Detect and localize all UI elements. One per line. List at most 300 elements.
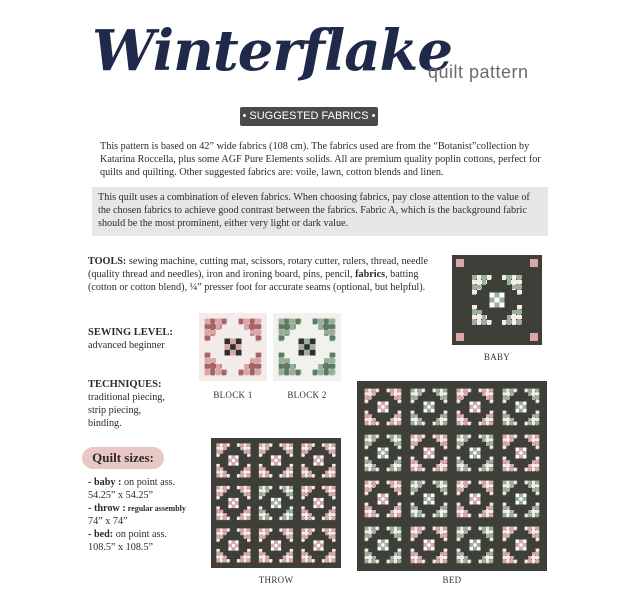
center-square: [381, 455, 385, 459]
snowflake-arm: [390, 510, 393, 517]
snowflake-arm: [507, 315, 511, 325]
snowflake-arm: [479, 435, 482, 439]
snowflake-arm: [332, 506, 335, 509]
snowflake-arm: [532, 460, 539, 463]
snowflake-arm: [365, 488, 372, 491]
snowflake-arm: [525, 389, 528, 393]
snowflake-arm: [332, 496, 335, 499]
center-square: [427, 543, 431, 547]
center-square: [495, 298, 500, 303]
center-square: [431, 540, 435, 544]
center-square: [424, 501, 428, 505]
snowflake-arm: [247, 539, 250, 542]
snowflake-arm: [418, 418, 421, 425]
snowflake-arm: [503, 488, 510, 491]
snowflake-arm: [422, 435, 425, 439]
section-badge: • SUGGESTED FABRICS •: [240, 107, 378, 126]
technique-item: binding.: [88, 418, 122, 429]
snowflake-arm: [436, 389, 439, 396]
snowflake-arm: [322, 486, 325, 489]
snowflake-arm: [418, 556, 421, 563]
snowflake-arm: [216, 364, 221, 375]
center-square: [477, 451, 481, 455]
snowflake-arm: [394, 460, 401, 463]
snowflake-arm: [503, 538, 507, 541]
center-square: [519, 448, 523, 452]
tools-text-1: sewing machine, cutting mat, scissors, rotary cutter, rulers, thread, needle (quality thread and needles), iron and ironing board, pins, pencil,: [88, 256, 429, 280]
snowflake-arm: [376, 527, 379, 531]
snowflake-arm: [457, 552, 464, 555]
snowflake-arm: [468, 527, 471, 531]
snowflake-arm: [440, 506, 447, 509]
center-square: [278, 501, 281, 504]
snowflake-arm: [390, 435, 393, 442]
snowflake-arm: [536, 492, 540, 495]
snowflake-arm: [510, 556, 513, 563]
snowflake-arm: [472, 290, 477, 294]
snowflake-arm: [482, 556, 485, 563]
snowflake-arm: [324, 358, 335, 363]
snowflake-arm: [514, 514, 517, 518]
center-square: [313, 459, 316, 462]
snowflake-arm: [286, 493, 293, 496]
snowflake-arm: [486, 552, 493, 555]
center-square: [381, 543, 385, 547]
snowflake-arm: [227, 474, 230, 477]
snowflake-arm: [472, 310, 482, 314]
center-square: [271, 462, 274, 465]
snowflake-arm: [205, 353, 211, 358]
snowflake-arm: [411, 488, 418, 491]
snowflake-arm: [290, 549, 293, 552]
center-square: [378, 547, 382, 551]
center-square: [523, 547, 527, 551]
snowflake-arm: [329, 510, 336, 513]
snowflake-arm: [308, 528, 311, 535]
snowflake-arm: [482, 464, 485, 471]
snowflake-arm: [482, 389, 485, 396]
center-square: [519, 547, 523, 551]
snowflake-arm: [365, 549, 369, 552]
snowflake-arm: [301, 493, 308, 496]
snowflake-arm: [205, 330, 216, 335]
snowflake-arm: [464, 418, 467, 425]
center-square: [500, 293, 505, 298]
snowflake-arm: [422, 527, 425, 531]
snowflake-arm: [528, 435, 531, 442]
snowflake-arm: [468, 389, 471, 393]
snowflake-arm: [472, 305, 477, 309]
snowflake-arm: [503, 503, 507, 506]
sewing-level-label: SEWING LEVEL:: [88, 327, 173, 338]
snowflake-arm: [332, 454, 335, 457]
center-square: [230, 344, 236, 350]
snowflake-arm: [398, 446, 402, 449]
snowflake-arm: [418, 435, 421, 442]
center-square: [424, 494, 428, 498]
snowflake-arm: [365, 442, 372, 445]
center-square: [427, 448, 431, 452]
center-square: [278, 455, 281, 458]
snowflake-arm: [244, 467, 251, 470]
snowflake-arm: [479, 468, 482, 472]
snowflake-arm: [227, 517, 230, 520]
snowflake-arm: [510, 527, 513, 534]
snowflake-arm: [528, 481, 531, 488]
center-square: [317, 455, 320, 458]
center-square: [236, 350, 242, 356]
snowflake-arm: [436, 464, 439, 471]
snowflake-arm: [422, 468, 425, 472]
snowflake-arm: [536, 538, 540, 541]
center-square: [516, 494, 520, 498]
snowflake-arm: [486, 488, 493, 491]
snowflake-arm: [411, 503, 415, 506]
snowflake-arm: [222, 370, 227, 376]
center-square: [378, 405, 382, 409]
center-square: [378, 494, 382, 498]
snowflake-arm: [244, 552, 251, 555]
snowflake-arm: [482, 275, 486, 285]
bed-quilt-image: [357, 381, 547, 571]
center-square: [313, 544, 316, 547]
center-square: [235, 547, 238, 550]
center-square: [516, 455, 520, 459]
snowflake-arm: [528, 389, 531, 396]
snowflake-arm: [290, 496, 293, 499]
snowflake-arm: [387, 560, 390, 564]
size-baby: - baby : on point ass.: [88, 477, 176, 488]
baby-quilt-image: [452, 255, 542, 345]
size-bed: - bed: on point ass.: [88, 529, 167, 540]
center-square: [470, 543, 474, 547]
snowflake-arm: [398, 492, 402, 495]
center-square: [473, 540, 477, 544]
snowflake-arm: [223, 556, 226, 563]
center-square: [304, 339, 310, 345]
center-square: [313, 462, 316, 465]
snowflake-arm: [418, 464, 421, 471]
snowflake-arm: [290, 506, 293, 509]
snowflake-arm: [398, 549, 402, 552]
center-square: [228, 462, 231, 465]
center-square: [228, 498, 231, 501]
snowflake-arm: [247, 454, 250, 457]
snowflake-arm: [464, 510, 467, 517]
center-square: [427, 497, 431, 501]
snowflake-arm: [444, 549, 448, 552]
snowflake-arm: [394, 552, 401, 555]
center-square: [516, 497, 520, 501]
snowflake-arm: [411, 457, 415, 460]
center-square: [470, 501, 474, 505]
center-square: [385, 409, 389, 413]
center-square: [274, 455, 277, 458]
center-square: [313, 540, 316, 543]
center-square: [473, 405, 477, 409]
snowflake-arm: [536, 411, 540, 414]
snowflake-arm: [269, 528, 272, 531]
snowflake-arm: [301, 539, 304, 542]
snowflake-arm: [510, 510, 513, 517]
snowflake-arm: [332, 464, 335, 467]
center-square: [427, 455, 431, 459]
snowflake-arm: [436, 481, 439, 488]
snowflake-arm: [422, 481, 425, 485]
center-square: [378, 497, 382, 501]
center-square: [424, 547, 428, 551]
center-square: [378, 402, 382, 406]
snowflake-arm: [457, 411, 461, 414]
center-square: [271, 540, 274, 543]
snowflake-arm: [482, 510, 485, 517]
snowflake-arm: [312, 517, 315, 520]
center-square: [385, 402, 389, 406]
snowflake-arm: [325, 443, 328, 450]
snowflake-arm: [286, 510, 293, 513]
center-square: [523, 494, 527, 498]
snowflake-arm: [411, 446, 415, 449]
center-square: [516, 543, 520, 547]
snowflake-arm: [290, 364, 295, 375]
snowflake-arm: [482, 315, 486, 325]
snowflake-arm: [411, 538, 415, 541]
center-square: [299, 339, 305, 345]
center-square: [385, 497, 389, 501]
center-square: [381, 451, 385, 455]
snowflake-arm: [436, 527, 439, 534]
center-square: [470, 547, 474, 551]
center-square: [473, 501, 477, 505]
center-square: [313, 505, 316, 508]
center-square: [274, 462, 277, 465]
snowflake-arm: [365, 460, 372, 463]
snowflake-arm: [286, 535, 293, 538]
center-square: [477, 501, 481, 505]
center-square: [516, 409, 520, 413]
snowflake-arm: [468, 560, 471, 564]
snowflake-arm: [490, 538, 494, 541]
corner-accent: [530, 333, 538, 341]
snowflake-arm: [205, 336, 211, 341]
snowflake-arm: [390, 527, 393, 534]
snowflake-arm: [517, 290, 522, 294]
snowflake-arm: [283, 513, 286, 520]
center-square: [235, 459, 238, 462]
center-square: [320, 501, 323, 504]
snowflake-arm: [487, 320, 491, 325]
snowflake-arm: [479, 560, 482, 564]
center-square: [490, 298, 495, 303]
snowflake-arm: [411, 460, 418, 463]
snowflake-arm: [322, 474, 325, 477]
snowflake-arm: [418, 481, 421, 488]
center-square: [385, 451, 389, 455]
snowflake-arm: [457, 538, 461, 541]
snowflake-arm: [457, 460, 464, 463]
center-square: [278, 459, 281, 462]
snowflake-arm: [418, 527, 421, 534]
snowflake-arm: [536, 400, 540, 403]
snowflake-arm: [223, 513, 226, 520]
snowflake-arm: [259, 535, 266, 538]
snowflake-arm: [365, 503, 369, 506]
center-square: [378, 409, 382, 413]
center-square: [427, 501, 431, 505]
snowflake-arm: [312, 474, 315, 477]
snowflake-arm: [514, 560, 517, 564]
snowflake-arm: [490, 457, 494, 460]
snowflake-arm: [216, 552, 223, 555]
snowflake-arm: [479, 389, 482, 393]
center-square: [473, 494, 477, 498]
snowflake-arm: [418, 389, 421, 396]
center-square: [473, 543, 477, 547]
center-square: [274, 459, 277, 462]
snowflake-arm: [411, 400, 415, 403]
snowflake-arm: [468, 435, 471, 439]
center-square: [278, 540, 281, 543]
center-square: [523, 543, 527, 547]
technique-item: traditional piecing,: [88, 392, 165, 403]
snowflake-arm: [325, 486, 328, 493]
snowflake-arm: [436, 556, 439, 563]
snowflake-arm: [286, 450, 293, 453]
center-square: [385, 547, 389, 551]
snowflake-arm: [482, 418, 485, 425]
snowflake-arm: [247, 496, 250, 499]
snowflake-arm: [329, 467, 336, 470]
snowflake-arm: [301, 450, 308, 453]
center-square: [381, 540, 385, 544]
snowflake-arm: [216, 493, 223, 496]
center-square: [271, 455, 274, 458]
snowflake-arm: [536, 457, 540, 460]
center-square: [271, 505, 274, 508]
snowflake-arm: [239, 370, 244, 376]
center-square: [385, 405, 389, 409]
center-square: [424, 455, 428, 459]
snowflake-arm: [313, 370, 318, 376]
snowflake-arm: [514, 527, 517, 531]
snowflake-arm: [365, 552, 372, 555]
center-square: [228, 540, 231, 543]
center-square: [523, 402, 527, 406]
snowflake-arm: [372, 418, 375, 425]
center-square: [427, 451, 431, 455]
center-square: [313, 547, 316, 550]
snowflake-arm: [503, 411, 507, 414]
center-square: [235, 462, 238, 465]
snowflake-arm: [440, 552, 447, 555]
snowflake-arm: [510, 435, 513, 442]
snowflake-arm: [259, 539, 262, 542]
center-square: [225, 350, 231, 356]
snowflake-arm: [269, 517, 272, 520]
snowflake-arm: [468, 514, 471, 518]
center-square: [431, 402, 435, 406]
center-square: [230, 339, 236, 345]
snowflake-arm: [411, 414, 418, 417]
snowflake-arm: [216, 454, 219, 457]
center-square: [424, 405, 428, 409]
snowflake-arm: [308, 556, 311, 563]
fabric-note-box: [92, 187, 548, 236]
snowflake-arm: [279, 474, 282, 477]
snowflake-arm: [322, 517, 325, 520]
snowflake-arm: [512, 310, 522, 314]
snowflake-arm: [376, 435, 379, 439]
snowflake-arm: [514, 481, 517, 485]
center-square: [271, 544, 274, 547]
snowflake-arm: [239, 319, 244, 325]
size-baby-dims: 54.25” x 54.25”: [88, 490, 154, 501]
snowflake-arm: [256, 353, 262, 358]
snowflake-arm: [490, 400, 494, 403]
snowflake-arm: [259, 552, 266, 555]
snowflake-arm: [398, 400, 402, 403]
snowflake-arm: [503, 457, 507, 460]
center-square: [274, 547, 277, 550]
snowflake-arm: [457, 503, 461, 506]
snowflake-arm: [482, 435, 485, 442]
center-square: [473, 402, 477, 406]
snowflake-arm: [301, 467, 308, 470]
center-square: [385, 448, 389, 452]
center-square: [519, 497, 523, 501]
snowflake-arm: [266, 556, 269, 563]
center-square: [490, 293, 495, 298]
snowflake-arm: [365, 414, 372, 417]
snowflake-arm: [259, 450, 266, 453]
snowflake-arm: [256, 336, 262, 341]
snowflake-arm: [322, 528, 325, 531]
snowflake-arm: [279, 358, 290, 363]
snowflake-arm: [436, 435, 439, 442]
center-square: [378, 448, 382, 452]
center-square: [424, 409, 428, 413]
sewing-level-value: advanced beginner: [88, 340, 165, 351]
snowflake-arm: [279, 486, 282, 489]
snowflake-arm: [486, 442, 493, 445]
snowflake-arm: [490, 503, 494, 506]
snowflake-arm: [318, 319, 323, 330]
center-square: [317, 540, 320, 543]
center-square: [477, 455, 481, 459]
center-square: [424, 402, 428, 406]
snowflake-arm: [237, 474, 240, 477]
center-square: [523, 455, 527, 459]
center-square: [431, 455, 435, 459]
snowflake-arm: [503, 506, 510, 509]
snowflake-arm: [418, 510, 421, 517]
snowflake-arm: [376, 560, 379, 564]
snowflake-arm: [503, 549, 507, 552]
techniques: [88, 378, 165, 430]
snowflake-arm: [468, 481, 471, 485]
center-square: [320, 547, 323, 550]
snowflake-arm: [457, 549, 461, 552]
snowflake-arm: [490, 411, 494, 414]
center-square: [235, 544, 238, 547]
snowflake-arm: [325, 513, 328, 520]
snowflake-arm: [372, 556, 375, 563]
snowflake-arm: [468, 422, 471, 426]
snowflake-arm: [250, 358, 261, 363]
snowflake-arm: [329, 535, 336, 538]
snowflake-arm: [510, 481, 513, 488]
snowflake-arm: [532, 396, 539, 399]
